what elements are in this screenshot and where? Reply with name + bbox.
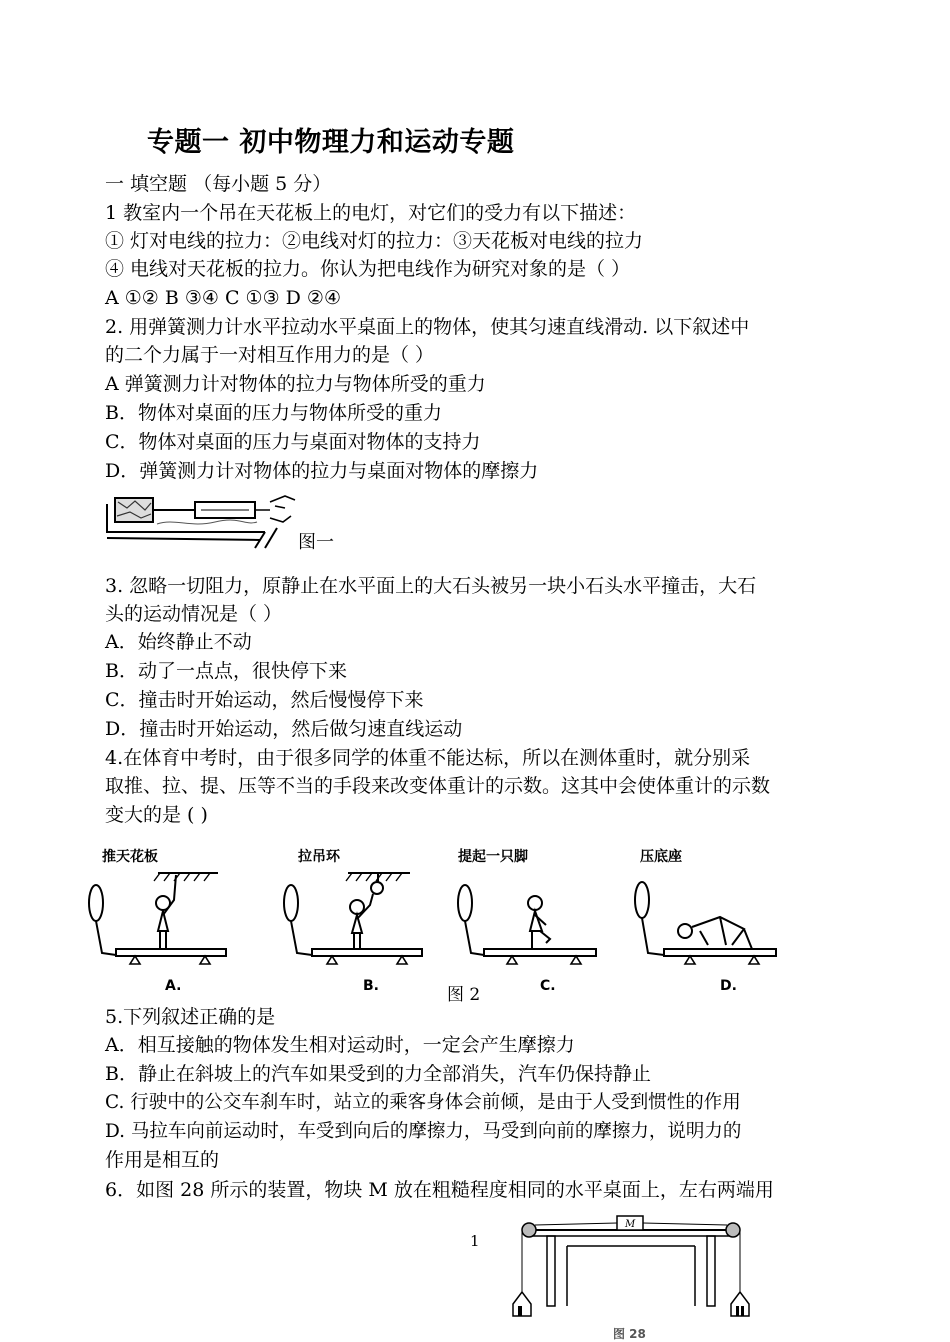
q5-option-c: C. 行驶中的公交车刹车时，站立的乘客身体会前倾，是由于人受到惯性的作用 — [105, 1092, 741, 1113]
q3-stem-2: 头的运动情况是（ ） — [105, 603, 283, 625]
q1-stem: 1 教室内一个吊在天花板上的电灯，对它们的受力有以下描述： — [105, 202, 637, 224]
page-number: 1 — [470, 1232, 480, 1250]
q1-options: A ①② B ③④ C ①③ D ②④ — [105, 287, 341, 309]
q2-option-a: A 弹簧测力计对物体的拉力与物体所受的重力 — [105, 373, 486, 395]
q3-option-a: A．始终静止不动 — [105, 631, 252, 653]
q1-desc-1: ① 灯对电线的拉力：②电线对灯的拉力：③天花板对电线的拉力 — [105, 230, 644, 252]
figure-28-pulley-sketch — [505, 1210, 755, 1342]
q4-stem-3: 变大的是 ( ) — [105, 804, 208, 826]
q3-option-d: D．撞击时开始运动，然后做匀速直线运动 — [105, 718, 463, 740]
page-title: 专题一 初中物理力和运动专题 — [147, 127, 515, 158]
panel-d-letter: D. — [720, 978, 737, 994]
section-heading: 一 填空题 （每小题 5 分） — [105, 173, 332, 195]
q5-option-b: B．静止在斜坡上的汽车如果受到的力全部消失，汽车仍保持静止 — [105, 1063, 651, 1085]
q2-option-c: C．物体对桌面的压力与桌面对物体的支持力 — [105, 431, 481, 453]
figure-2-scale-panels — [80, 845, 800, 1000]
panel-d — [635, 848, 776, 994]
q2-option-b: B．物体对桌面的压力与物体所受的重力 — [105, 402, 442, 424]
q3-option-c: C．撞击时开始运动，然后慢慢停下来 — [105, 689, 424, 711]
panel-a-label: 推天花板 — [102, 849, 158, 865]
q5-option-a: A．相互接触的物体发生相对运动时，一定会产生摩擦力 — [105, 1034, 575, 1056]
panel-b — [284, 848, 422, 994]
figure-1-caption: 图一 — [298, 532, 334, 553]
figure-1-spring-scale-sketch — [105, 488, 300, 550]
q2-stem-1: 2. 用弹簧测力计水平拉动水平桌面上的物体，使其匀速直线滑动. 以下叙述中 — [105, 316, 750, 338]
panel-c-letter: C. — [540, 978, 556, 994]
panel-c — [458, 848, 596, 994]
q4-stem-2: 取推、拉、提、压等不当的手段来改变体重计的示数。这其中会使体重计的示数 — [105, 775, 771, 797]
figure-28-block-label: M — [625, 1219, 636, 1230]
figure-28-caption: 图 28 — [613, 1327, 646, 1341]
panel-b-letter: B. — [363, 978, 379, 994]
q3-stem-1: 3. 忽略一切阻力，原静止在水平面上的大石头被另一块小石头水平撞击，大石 — [105, 575, 757, 597]
figure-2-caption: 图 2 — [447, 985, 481, 1005]
panel-d-label: 压底座 — [640, 849, 682, 865]
q2-option-d: D．弹簧测力计对物体的拉力与桌面对物体的摩擦力 — [105, 460, 539, 482]
q5-stem: 5.下列叙述正确的是 — [105, 1006, 276, 1028]
q5-option-d-1: D. 马拉车向前运动时，车受到向后的摩擦力，马受到向前的摩擦力，说明力的 — [105, 1121, 742, 1142]
panel-b-label: 拉吊环 — [298, 849, 340, 865]
q1-desc-2: ④ 电线对天花板的拉力。你认为把电线作为研究对象的是（ ） — [105, 258, 631, 280]
q5-option-d-2: 作用是相互的 — [105, 1149, 220, 1171]
panel-a-letter: A. — [165, 978, 182, 994]
q6-stem: 6．如图 28 所示的装置，物块 M 放在粗糙程度相同的水平桌面上，左右两端用 — [105, 1179, 774, 1201]
panel-c-label: 提起一只脚 — [458, 849, 528, 865]
panel-a — [89, 848, 226, 994]
q4-stem-1: 4.在体育中考时，由于很多同学的体重不能达标，所以在测体重时，就分别采 — [105, 747, 751, 769]
q3-option-b: B．动了一点点，很快停下来 — [105, 660, 347, 682]
q2-stem-2: 的二个力属于一对相互作用力的是（ ） — [105, 344, 435, 366]
